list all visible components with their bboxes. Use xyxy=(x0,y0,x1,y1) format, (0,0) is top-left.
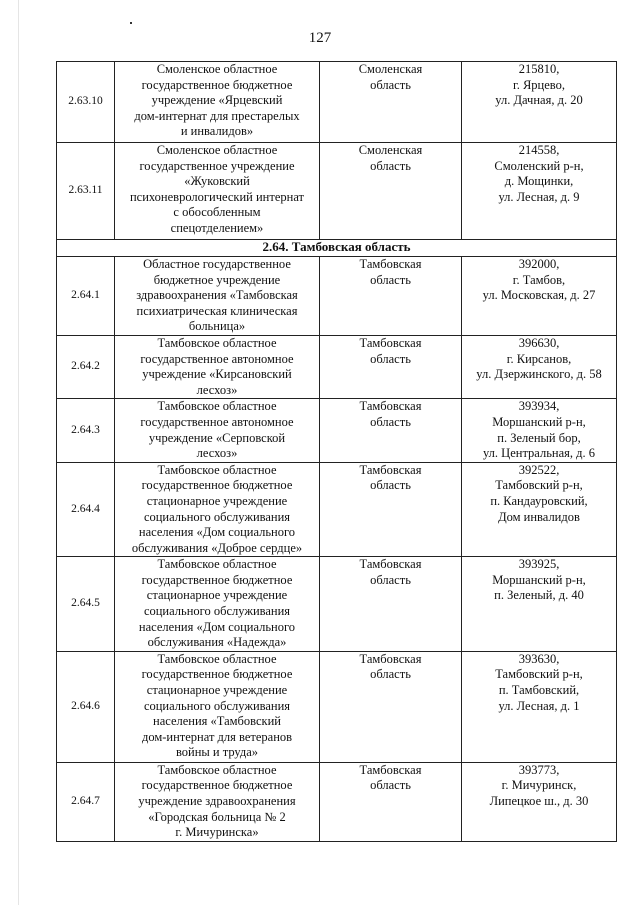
address: 214558, Смоленский р-н, д. Мощинки, ул. Лесная, д. 9 xyxy=(462,143,617,240)
region: Тамбовская область xyxy=(320,257,462,336)
page-number: 127 xyxy=(308,30,332,46)
section-header-row xyxy=(57,240,617,257)
table-row xyxy=(57,762,617,841)
row-number: 2.64.2 xyxy=(57,335,115,398)
row-number: 2.63.10 xyxy=(57,62,115,143)
address: 393630, Тамбовский р-н, п. Тамбовский, ул. Лесная, д. 1 xyxy=(462,651,617,762)
row-number: 2.64.4 xyxy=(57,462,115,557)
address: 393934, Моршанский р-н, п. Зеленый бор, ул. Центральная, д. 6 xyxy=(462,399,617,462)
row-number: 2.63.11 xyxy=(57,143,115,240)
region: Смоленская область xyxy=(320,143,462,240)
registry-table xyxy=(56,61,617,842)
row-number: 2.64.6 xyxy=(57,651,115,762)
institution-name: Тамбовское областное государственное автономное учреждение «Кирсановский лесхоз» xyxy=(115,335,320,398)
table-row xyxy=(57,651,617,762)
region: Тамбовская область xyxy=(320,557,462,652)
institution-name: Смоленское областное государственное бюджетное учреждение «Ярцевский дом-интернат для престарелых и инвалидов» xyxy=(115,62,320,143)
region: Смоленская область xyxy=(320,62,462,143)
address: 392000, г. Тамбов, ул. Московская, д. 27 xyxy=(462,257,617,336)
speck xyxy=(130,22,132,24)
row-number: 2.64.1 xyxy=(57,257,115,336)
section-title: 2.64. Тамбовская область xyxy=(57,240,617,257)
address: 393925, Моршанский р-н, п. Зеленый, д. 40 xyxy=(462,557,617,652)
institution-name: Тамбовское областное государственное бюджетное учреждение здравоохранения «Городская больница № 2 г. Мичуринска» xyxy=(115,762,320,841)
table-row xyxy=(57,399,617,462)
address: 392522, Тамбовский р-н, п. Кандауровский, Дом инвалидов xyxy=(462,462,617,557)
row-number: 2.64.3 xyxy=(57,399,115,462)
institution-name: Областное государственное бюджетное учреждение здравоохранения «Тамбовская психиатрическая клиническая больница» xyxy=(115,257,320,336)
table-row xyxy=(57,62,617,143)
region: Тамбовская область xyxy=(320,335,462,398)
page-edge-line xyxy=(18,0,19,905)
region: Тамбовская область xyxy=(320,651,462,762)
institution-name: Тамбовское областное государственное бюджетное стационарное учреждение социального обслуживания населения «Дом социального обслуживания «Доброе сердце» xyxy=(115,462,320,557)
region: Тамбовская область xyxy=(320,462,462,557)
table-row xyxy=(57,335,617,398)
row-number: 2.64.5 xyxy=(57,557,115,652)
region: Тамбовская область xyxy=(320,399,462,462)
institution-name: Тамбовское областное государственное бюджетное стационарное учреждение социального обслуживания населения «Дом социального обслуживания «Надежда» xyxy=(115,557,320,652)
table-row xyxy=(57,462,617,557)
address: 393773, г. Мичуринск, Липецкое ш., д. 30 xyxy=(462,762,617,841)
table-row xyxy=(57,143,617,240)
table-row xyxy=(57,257,617,336)
institution-name: Тамбовское областное государственное автономное учреждение «Серповской лесхоз» xyxy=(115,399,320,462)
institution-name: Тамбовское областное государственное бюджетное стационарное учреждение социального обслуживания населения «Тамбовский дом-интернат для ветеранов войны и труда» xyxy=(115,651,320,762)
address: 215810, г. Ярцево, ул. Дачная, д. 20 xyxy=(462,62,617,143)
row-number: 2.64.7 xyxy=(57,762,115,841)
address: 396630, г. Кирсанов, ул. Дзержинского, д. 58 xyxy=(462,335,617,398)
table-row xyxy=(57,557,617,652)
institution-name: Смоленское областное государственное учреждение «Жуковский психоневрологический интернат с обособленным спецотделением» xyxy=(115,143,320,240)
region: Тамбовская область xyxy=(320,762,462,841)
